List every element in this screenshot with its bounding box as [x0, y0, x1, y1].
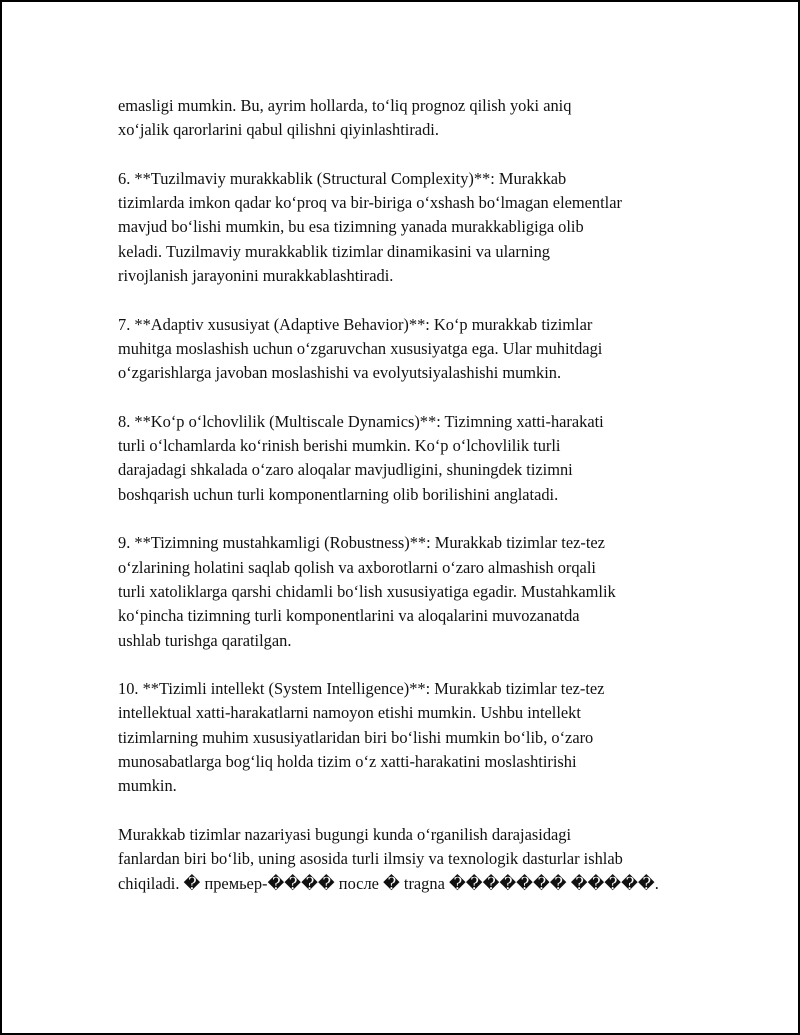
- paragraph-conclusion: Murakkab tizimlar nazariyasi bugungi kunda o‘rganilish darajasidagi fanlardan biri bo‘lib, uning asosida turli ilmsiy va texnologik dasturlar ishlab chiqiladi. � премьер-���� после � tragna ������� �����.: [118, 824, 659, 893]
- paragraph-system-intelligence: 10. **Tizimli intellekt (System Intelligence)**: Murakkab tizimlar tez-tez intellektual xatti-harakatlarni namoyon etishi mumkin. Ushbu intellekt tizimlarning muhim xususiyatlaridan biri bo‘lishi mumkin bo‘lib, o‘zaro munosabatlarga bog‘liq holda tizim o‘z xatti-harakatini moslashtirishi mumkin.: [118, 679, 605, 796]
- paragraph-structural-complexity: 6. **Tuzilmaviy murakkablik (Structural Complexity)**: Murakkab tizimlarda imkon qadar ko‘proq va bir-biriga o‘xshash bo‘lmagan elementlar mavjud bo‘lishi mumkin, bu esa tizimning yanada murakkabligiga olib keladi. Tuzilmaviy murakkablik tizimlar dinamikasini va ularning rivojlanish jarayonini murakkablashtiradi.: [118, 168, 622, 286]
- paragraph-multiscale-dynamics: 8. **Ko‘p o‘lchovlilik (Multiscale Dynamics)**: Tizimning xatti-harakati turli o‘lchamlarda ko‘rinish berishi mumkin. Ko‘p o‘lchovlilik turli darajadagi shkalada o‘zaro aloqalar mavjudligini, shuningdek tizimni boshqarish uchun turli komponentlarning olib borilishini anglatadi.: [118, 411, 604, 504]
- paragraph-adaptive-behavior: 7. **Adaptiv xususiyat (Adaptive Behavior)**: Ko‘p murakkab tizimlar muhitga moslashish uchun o‘zgaruvchan xususiyatga ega. Ular muhitdagi o‘zgarishlarga javoban moslashishi va evolyutsiyalashishi mumkin.: [118, 314, 603, 383]
- paragraph-robustness: 9. **Tizimning mustahkamligi (Robustness)**: Murakkab tizimlar tez-tez o‘zlarining holatini saqlab qolish va axborotlarni o‘zaro almashish orqali turli xatoliklarga qarshi chidamli bo‘lish xususiyatiga egadir. Mustahkamlik ko‘pincha tizimning turli komponentlarini va aloqalarini muvozanatda ushlab turishga qaratilgan.: [118, 533, 616, 650]
- paragraph-continuation: emasligi mumkin. Bu, ayrim hollarda, to‘liq prognoz qilish yoki aniq xo‘jalik qarorlarini qabul qilishni qiyinlashtiradi.: [118, 96, 572, 140]
- document-body: [118, 94, 708, 920]
